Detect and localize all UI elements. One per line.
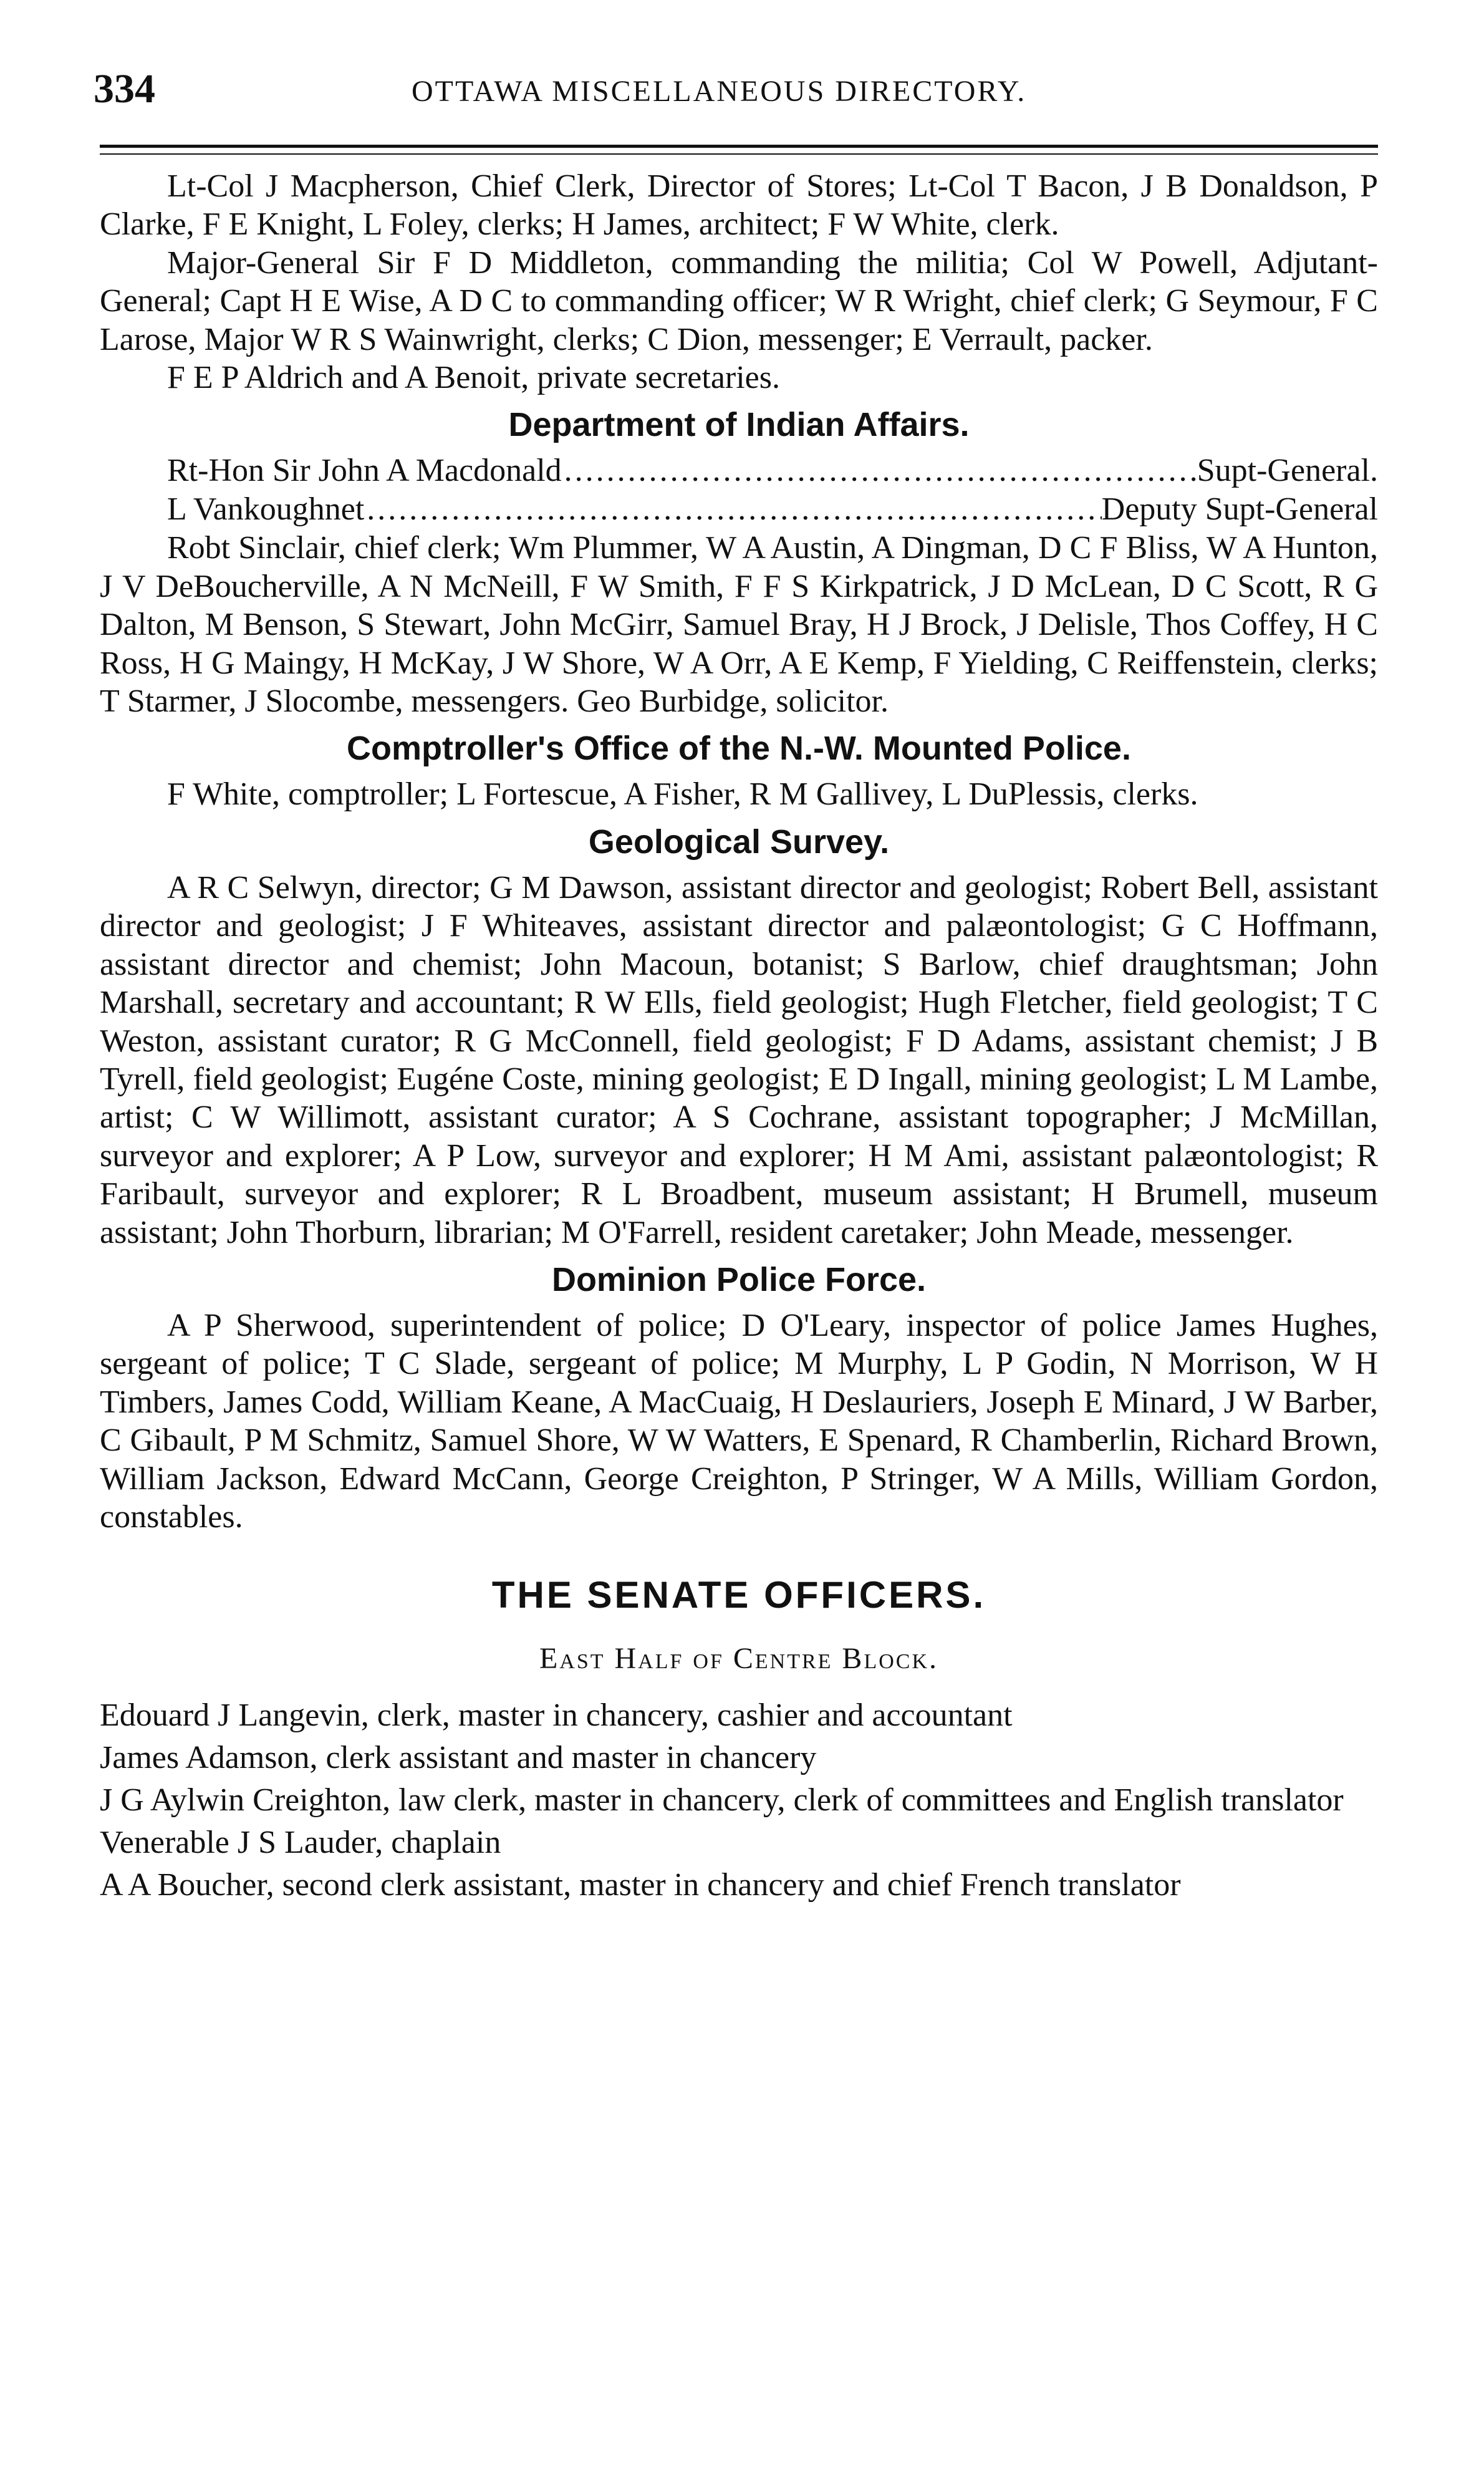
senate-subheading-text: East Half of Centre Block. xyxy=(539,1642,939,1676)
running-title: OTTAWA MISCELLANEOUS DIRECTORY. xyxy=(412,75,1027,108)
senate-entry: Edouard J Langevin, clerk, master in chancery, cashier and accountant xyxy=(100,1697,1013,1734)
leader-dots xyxy=(364,490,1101,529)
mounted-police-heading: Comptroller's Office of the N.-W. Mounted Police. xyxy=(347,730,1131,768)
geological-survey-heading: Geological Survey. xyxy=(588,823,890,861)
leader-line xyxy=(100,490,1378,529)
senate-entry: A A Boucher, second clerk assistant, master in chancery and chief French translator xyxy=(100,1867,1181,1903)
senate-entry: Venerable J S Lauder, chaplain xyxy=(100,1825,501,1861)
indian-affairs-heading: Department of Indian Affairs. xyxy=(508,406,970,444)
leader-line xyxy=(100,451,1378,490)
page-number: 334 xyxy=(94,66,155,112)
geological-survey-body: A R C Selwyn, director; G M Dawson, assistant director and geologist; Robert Bell, assistant director and geologist; J F Whiteaves, assistant director and palæontologist; G C Hoffmann, assistant director and chemist; John Macoun, botanist; S Barlow, chief draughtsman; John Marshall, secretary and accountant; R W Ells, field geologist; Hugh Fletcher, field geologist; T C Weston, assistant curator; R G McConnell, field geologist; F D Adams, assistant chemist; J B Tyrell, field geologist; Eugéne Coste, mining geologist; E D Ingall, mining geologist; L M Lambe, artist; C W Willimott, assistant curator; A S Cochrane, assistant topographer; J McMillan, surveyor and explorer; A P Low, surveyor and explorer; H M Ami, assistant palæontologist; R Faribault, surveyor and explorer; R L Broadbent, museum assistant; H Brumell, museum assistant; John Thorburn, librarian; M O'Farrell, resident caretaker; John Meade, messenger. xyxy=(100,869,1378,1250)
militia-paragraph: Lt-Col J Macpherson, Chief Clerk, Director of Stores; Lt-Col T Bacon, J B Donaldson, P Clarke, F E Knight, L Foley, clerks; H James, architect; F W White, clerk. xyxy=(100,168,1378,243)
leader-title: Supt-General. xyxy=(1197,453,1378,489)
page-content xyxy=(100,167,1378,1906)
leader-name: L Vankoughnet xyxy=(167,491,365,528)
indian-affairs-body: Robt Sinclair, chief clerk; Wm Plummer, W A Austin, A Dingman, D C F Bliss, W A Hunton, J V DeBoucherville, A N McNeill, F W Smith, F F S Kirkpatrick, J D McLean, D C Scott, R G Dalton, M Benson, S Stewart, John McGirr, Samuel Bray, H J Brock, J Delisle, Thos Coffey, H C Ross, H G Maingy, H McKay, J W Shore, W A Orr, A E Kemp, F Yielding, C Reiffenstein, clerks; T Starmer, J Slocombe, messengers. Geo Burbidge, solicitor. xyxy=(100,530,1378,720)
leader-title: Deputy Supt-General xyxy=(1101,491,1378,528)
senate-entry: J G Aylwin Creighton, law clerk, master in chancery, clerk of committees and English translator xyxy=(100,1782,1344,1818)
dominion-police-body: A P Sherwood, superintendent of police; D O'Leary, inspector of police James Hughes, sergeant of police; T C Slade, sergeant of police; M Murphy, L P Godin, N Morrison, W H Timbers, James Codd, William Keane, A MacCuaig, H Deslauriers, Joseph E Minard, J W Barber, C Gibault, P M Schmitz, Samuel Shore, W W Watters, E Spenard, R Chamberlin, Richard Brown, William Jackson, Edward McCann, George Creighton, P Stringer, W A Mills, William Gordon, constables. xyxy=(100,1307,1378,1535)
header-rule-thin xyxy=(100,153,1378,155)
militia-paragraph: F E P Aldrich and A Benoit, private secretaries. xyxy=(167,360,780,396)
senate-entry: James Adamson, clerk assistant and master in chancery xyxy=(100,1740,817,1776)
militia-paragraph: Major-General Sir F D Middleton, commanding the militia; Col W Powell, Adjutant-General; Capt H E Wise, A D C to commanding officer; W R Wright, chief clerk; G Seymour, F C Larose, Major W R S Wainwright, clerks; C Dion, messenger; E Verrault, packer. xyxy=(100,244,1378,357)
leader-dots xyxy=(562,451,1197,490)
header-rule-thick xyxy=(100,145,1378,148)
senate-heading: THE SENATE OFFICERS. xyxy=(491,1574,986,1616)
page-header xyxy=(94,65,1378,122)
mounted-police-body: F White, comptroller; L Fortescue, A Fisher, R M Gallivey, L DuPlessis, clerks. xyxy=(167,776,1198,813)
senate-subheading xyxy=(100,1641,1378,1676)
leader-name: Rt-Hon Sir John A Macdonald xyxy=(167,453,562,489)
dominion-police-heading: Dominion Police Force. xyxy=(551,1260,927,1298)
